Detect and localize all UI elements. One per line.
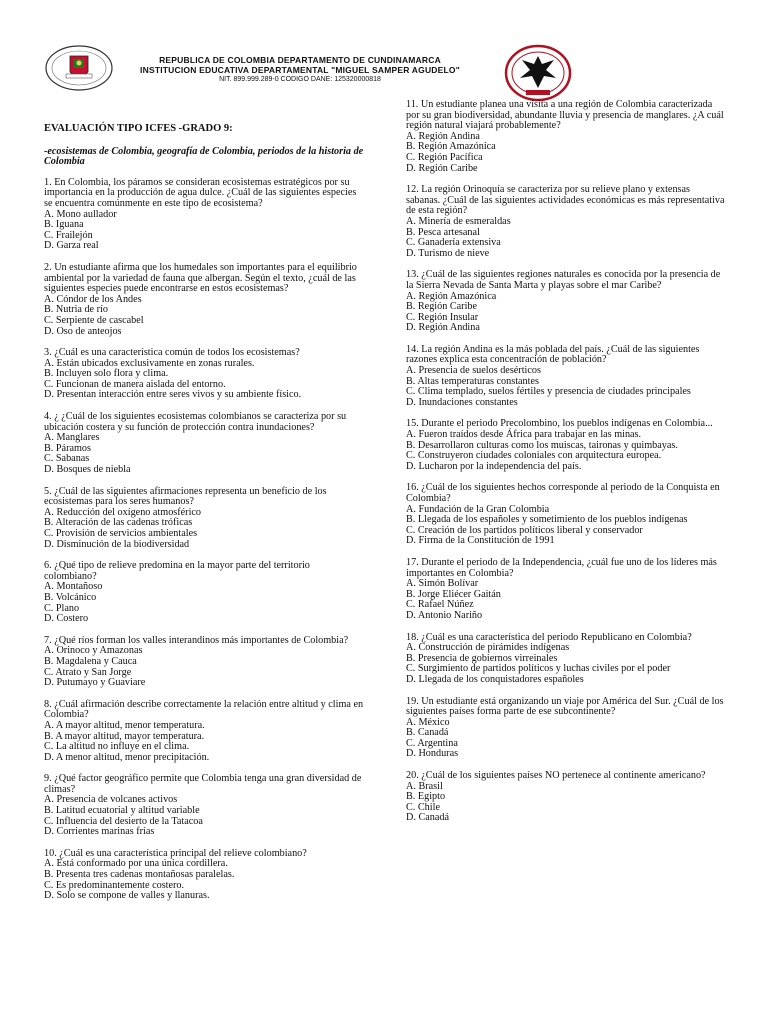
exam-subtitle: -ecosistemas de Colombia, geografía de Colombia, periodos de la historia de Colombia (44, 145, 364, 168)
answer-option: C. Creación de los partidos políticos liberal y conservador (406, 524, 643, 536)
school-crest-logo (44, 44, 114, 92)
question-text: 15. Durante el periodo Precolombino, los pueblos indígenas en Colombia... (406, 418, 713, 430)
question-text: 8. ¿Cuál afirmación describe correctamente la relación entre altitud y clima en Colombia? (44, 698, 364, 721)
answer-option: B. Incluyen solo flora y clima. (44, 368, 169, 380)
answer-option: B. Nutria de río (44, 304, 108, 316)
answer-option: B. Volcánico (44, 591, 97, 603)
answer-option: A. Fundación de la Gran Colombia (406, 503, 550, 515)
header-nit-line: NIT. 899.999.289-0 CODIGO DANE: 125320000818 (219, 76, 381, 83)
question-17 (406, 558, 726, 622)
question-5 (44, 487, 364, 551)
answer-option: B. Región Caribe (406, 301, 478, 313)
question-18 (406, 633, 726, 686)
answer-option: C. Surgimiento de partidos políticos y luchas civiles por el poder (406, 663, 671, 675)
answer-option: C. Ganadería extensiva (406, 237, 501, 249)
answer-option: D. Bosques de niebla (44, 464, 131, 476)
answer-option: C. Influencia del desierto de la Tatacoa (44, 815, 203, 827)
answer-option: D. Presentan interacción entre seres vivos y su ambiente físico. (44, 389, 302, 401)
answer-option: A. Presencia de suelos desérticos (406, 365, 541, 377)
answer-option: C. Chile (406, 801, 440, 813)
exam-title: EVALUACIÓN TIPO ICFES -GRADO 9: (44, 123, 233, 134)
answer-option: C. Serpiente de cascabel (44, 314, 144, 326)
header-institution-line: INSTITUCION EDUCATIVA DEPARTAMENTAL "MIGUEL SAMPER AGUDELO" (140, 65, 460, 75)
answer-option: C. Clima templado, suelos fértiles y presencia de ciudades principales (406, 386, 691, 398)
question-10 (44, 849, 364, 902)
answer-option: A. Región Amazónica (406, 290, 497, 302)
answer-option: D. Inundaciones constantes (406, 396, 518, 408)
question-text: 14. La región Andina es la más poblada del país. ¿Cuál de las siguientes razones explica esta concentración de población? (406, 343, 700, 366)
answer-option: B. Región Amazónica (406, 141, 496, 153)
question-15 (406, 419, 726, 472)
answer-option: D. Llegada de los conquistadores españoles (406, 673, 584, 685)
question-text: 17. Durante el periodo de la Independencia, ¿cuál fue uno de los líderes más importantes en Colombia? (406, 556, 717, 579)
document-header (0, 0, 768, 100)
answer-option: B. Páramos (44, 442, 91, 454)
answer-option: D. Costero (44, 613, 89, 625)
question-4 (44, 412, 364, 476)
answer-option: A. Cóndor de los Andes (44, 293, 142, 305)
question-2 (44, 263, 364, 337)
question-12 (406, 185, 726, 259)
right-column (406, 100, 726, 835)
answer-option: D. Garza real (44, 240, 99, 252)
answer-option: A. Simón Bolívar (406, 578, 479, 590)
question-text: 9. ¿Qué factor geográfico permite que Colombia tenga una gran diversidad de climas? (44, 773, 362, 795)
answer-option: A. A mayor altitud, menor temperatura. (44, 719, 205, 731)
question-text: 6. ¿Qué tipo de relieve predomina en la mayor parte del territorio colombiano? (44, 560, 310, 582)
answer-option: B. Latitud ecuatorial y altitud variable (44, 805, 200, 817)
question-19 (406, 697, 726, 761)
question-13 (406, 270, 726, 334)
answer-option: C. Rafael Núñez (406, 599, 474, 611)
answer-option: B. Pesca artesanal (406, 226, 480, 238)
answer-option: B. Magdalena y Cauca (44, 655, 137, 667)
answer-option: D. Oso de anteojos (44, 325, 122, 337)
answer-option: C. Plano (44, 602, 80, 614)
question-text: 12. La región Orinoquía se caracteriza por su relieve plano y extensas sabanas. ¿Cuál de las siguientes actividades económicas es más representativa de esta región? (406, 184, 725, 217)
header-republic-line: REPUBLICA DE COLOMBIA DEPARTAMENTO DE CUNDINAMARCA (159, 55, 441, 65)
question-6 (44, 561, 364, 625)
question-text: 1. En Colombia, los páramos se consideran ecosistemas estratégicos por su importancia en la producción de agua dulce. ¿Cuál de las siguientes especies se encuentra comúnmente en este tipo de ecosistema? (44, 176, 357, 209)
answer-option: B. Presencia de gobiernos virreinales (406, 652, 558, 664)
answer-option: B. Canadá (406, 727, 449, 739)
answer-option: D. Región Caribe (406, 162, 478, 174)
question-text: 4. ¿ ¿Cuál de los siguientes ecosistemas colombianos se caracteriza por su ubicación costera y su función de protección contra inundaciones? (44, 411, 347, 433)
answer-option: C. Es predominantemente costero. (44, 879, 185, 891)
answer-option: B. A mayor altitud, mayor temperatura. (44, 730, 205, 742)
answer-option: C. Sabanas (44, 453, 90, 465)
answer-option: A. Montañoso (44, 581, 103, 593)
question-9 (44, 774, 364, 838)
answer-option: A. Manglares (44, 432, 100, 444)
answer-option: D. Putumayo y Guaviare (44, 677, 146, 689)
answer-option: D. Región Andina (406, 322, 480, 334)
question-16 (406, 483, 726, 547)
question-text: 16. ¿Cuál de los siguientes hechos corresponde al periodo de la Conquista en Colombia? (406, 482, 720, 504)
answer-option: A. Región Andina (406, 130, 480, 142)
answer-option: B. Altas temperaturas constantes (406, 375, 539, 387)
question-7 (44, 636, 364, 689)
question-text: 11. Un estudiante planea una visita a una región de Colombia caracterizada por su gran biodiversidad, abundante lluvia y presencia de manglares. ¿A cuál región natural viajará probablemente? (406, 99, 724, 132)
question-text: 3. ¿Cuál es una característica común de todos los ecosistemas? (44, 347, 300, 359)
answer-option: C. Provisión de servicios ambientales (44, 528, 198, 539)
answer-option: D. Disminución de la biodiversidad (44, 538, 190, 550)
answer-option: B. Egipto (406, 791, 446, 803)
answer-option: C. Construyeron ciudades coloniales con arquitectura europea. (406, 450, 662, 462)
answer-option: C. Funcionan de manera aislada del entorno. (44, 378, 226, 390)
question-8 (44, 700, 364, 764)
answer-option: C. Atrato y San Jorge (44, 666, 132, 678)
question-text: 10. ¿Cuál es una característica principal del relieve colombiano? (44, 847, 307, 859)
question-11 (406, 100, 726, 174)
question-text: 19. Un estudiante está organizando un viaje por América del Sur. ¿Cuál de los siguientes países forma parte de ese subcontinente? (406, 695, 724, 718)
answer-option: B. Presenta tres cadenas montañosas paralelas. (44, 869, 235, 881)
question-text: 5. ¿Cuál de las siguientes afirmaciones representa un beneficio de los ecosistemas para los seres humanos? (44, 485, 327, 508)
answer-option: A. Están ubicados exclusivamente en zonas rurales. (44, 357, 255, 369)
answer-option: C. Frailejón (44, 229, 93, 241)
answer-option: B. Llegada de los españoles y sometimiento de los pueblos indígenas (406, 514, 688, 526)
answer-option: D. Honduras (406, 748, 459, 760)
answer-option: C. Argentina (406, 737, 458, 749)
question-1 (44, 178, 364, 252)
question-14 (406, 345, 726, 409)
question-text: 13. ¿Cuál de las siguientes regiones naturales es conocida por la presencia de la Sierra Nevada de Santa Marta y playas sobre el mar Caribe? (406, 269, 721, 291)
institution-seal-logo (504, 44, 572, 102)
answer-option: D. Turismo de nieve (406, 247, 490, 259)
question-20 (406, 771, 726, 824)
answer-option: D. A menor altitud, menor precipitación. (44, 751, 210, 763)
answer-option: D. Canadá (406, 812, 449, 824)
question-text: 2. Un estudiante afirma que los humedales son importantes para el equilibrio ambiental por la variedad de fauna que albergan. Según el texto, ¿cuál de las siguientes especies puede encontrarse en estos ecosistemas? (44, 261, 357, 295)
answer-option: A. Orinoco y Amazonas (44, 645, 143, 657)
answer-option: D. Corrientes marinas frías (44, 826, 155, 838)
question-text: 7. ¿Qué ríos forman los valles interandinos más importantes de Colombia? (44, 634, 349, 646)
answer-option: D. Solo se compone de valles y llanuras. (44, 890, 210, 902)
answer-option: A. Minería de esmeraldas (406, 215, 511, 227)
answer-option: B. Iguana (44, 219, 84, 231)
question-text: 18. ¿Cuál es una característica del periodo Republicano en Colombia? (406, 631, 692, 643)
question-text: 20. ¿Cuál de los siguientes países NO pertenece al continente americano? (406, 770, 706, 782)
answer-option: C. Región Pacífica (406, 151, 483, 163)
answer-option: D. Antonio Nariño (406, 609, 483, 621)
answer-option: B. Jorge Eliécer Gaitán (406, 588, 501, 600)
answer-option: D. Firma de la Constitución de 1991 (406, 535, 555, 547)
answer-option: C. Región Insular (406, 311, 479, 323)
answer-option: A. Está conformado por una única cordillera. (44, 858, 228, 870)
answer-option: A. México (406, 716, 450, 728)
answer-option: A. Mono aullador (44, 208, 117, 220)
answer-option: A. Presencia de volcanes activos (44, 794, 178, 806)
answer-option: C. La altitud no influye en el clima. (44, 741, 190, 753)
answer-option: B. Alteración de las cadenas tróficas (44, 517, 193, 529)
answer-option: A. Brasil (406, 780, 443, 792)
answer-option: A. Reducción del oxígeno atmosférico (44, 506, 202, 518)
answer-option: A. Fueron traídos desde África para trabajar en las minas. (406, 429, 642, 441)
answer-option: B. Desarrollaron culturas como los muiscas, taironas y quimbayas. (406, 439, 678, 451)
answer-option: A. Construcción de pirámides indígenas (406, 642, 570, 654)
left-column (44, 124, 364, 913)
answer-option: D. Lucharon por la independencia del país. (406, 460, 582, 472)
question-3 (44, 348, 364, 401)
